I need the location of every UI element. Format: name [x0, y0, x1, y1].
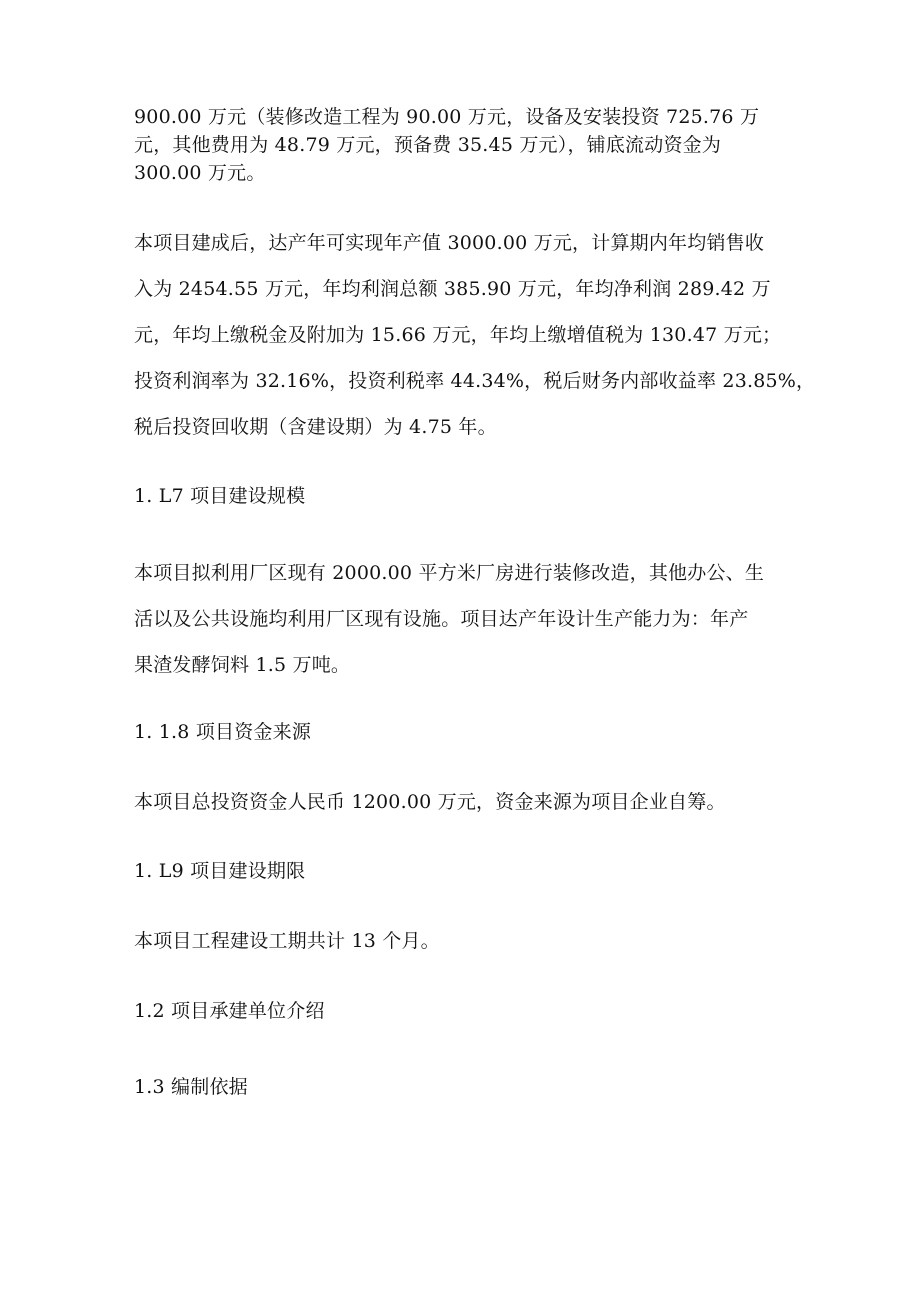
text-line: 元，年均上缴税金及附加为 15.66 万元，年均上缴增值税为 130.47 万元； — [134, 324, 782, 346]
text-line: 300.00 万元。 — [134, 162, 266, 184]
text-line: 本项目建成后，达产年可实现年产值 3000.00 万元，计算期内年均销售收 — [134, 232, 765, 254]
text-line: 果渣发酵饲料 1.5 万吨。 — [134, 654, 351, 676]
text-line: 活以及公共设施均利用厂区现有设施。项目达产年设计生产能力为：年产 — [134, 608, 749, 630]
section-heading-compilation-basis: 1.3 编制依据 — [134, 1076, 248, 1098]
section-heading-funding-source: 1. 1.8 项目资金来源 — [134, 721, 312, 743]
period-paragraph: 本项目工程建设工期共计 13 个月。 — [134, 930, 440, 952]
text-line: 本项目拟利用厂区现有 2000.00 平方米厂房进行装修改造，其他办公、生 — [134, 562, 765, 584]
text-line: 投资利润率为 32.16%，投资利税率 44.34%，税后财务内部收益率 23.85%， — [134, 370, 816, 392]
section-heading-construction-period: 1. L9 项目建设期限 — [134, 860, 306, 882]
text-line: 税后投资回收期（含建设期）为 4.75 年。 — [134, 416, 497, 438]
funding-paragraph: 本项目总投资资金人民币 1200.00 万元，资金来源为项目企业自筹。 — [134, 791, 726, 813]
investment-paragraph — [134, 103, 794, 187]
section-heading-contractor-intro: 1.2 项目承建单位介绍 — [134, 1000, 325, 1022]
text-line: 元，其他费用为 48.79 万元，预备费 35.45 万元），铺底流动资金为 — [134, 134, 722, 156]
returns-paragraph — [134, 220, 816, 450]
text-line: 900.00 万元（装修改造工程为 90.00 万元，设备及安装投资 725.76 万 — [134, 106, 760, 128]
text-line: 入为 2454.55 万元，年均利润总额 385.90 万元，年均净利润 289.42 万 — [134, 278, 771, 300]
scale-paragraph — [134, 550, 794, 688]
section-heading-construction-scale: 1. L7 项目建设规模 — [134, 485, 306, 507]
